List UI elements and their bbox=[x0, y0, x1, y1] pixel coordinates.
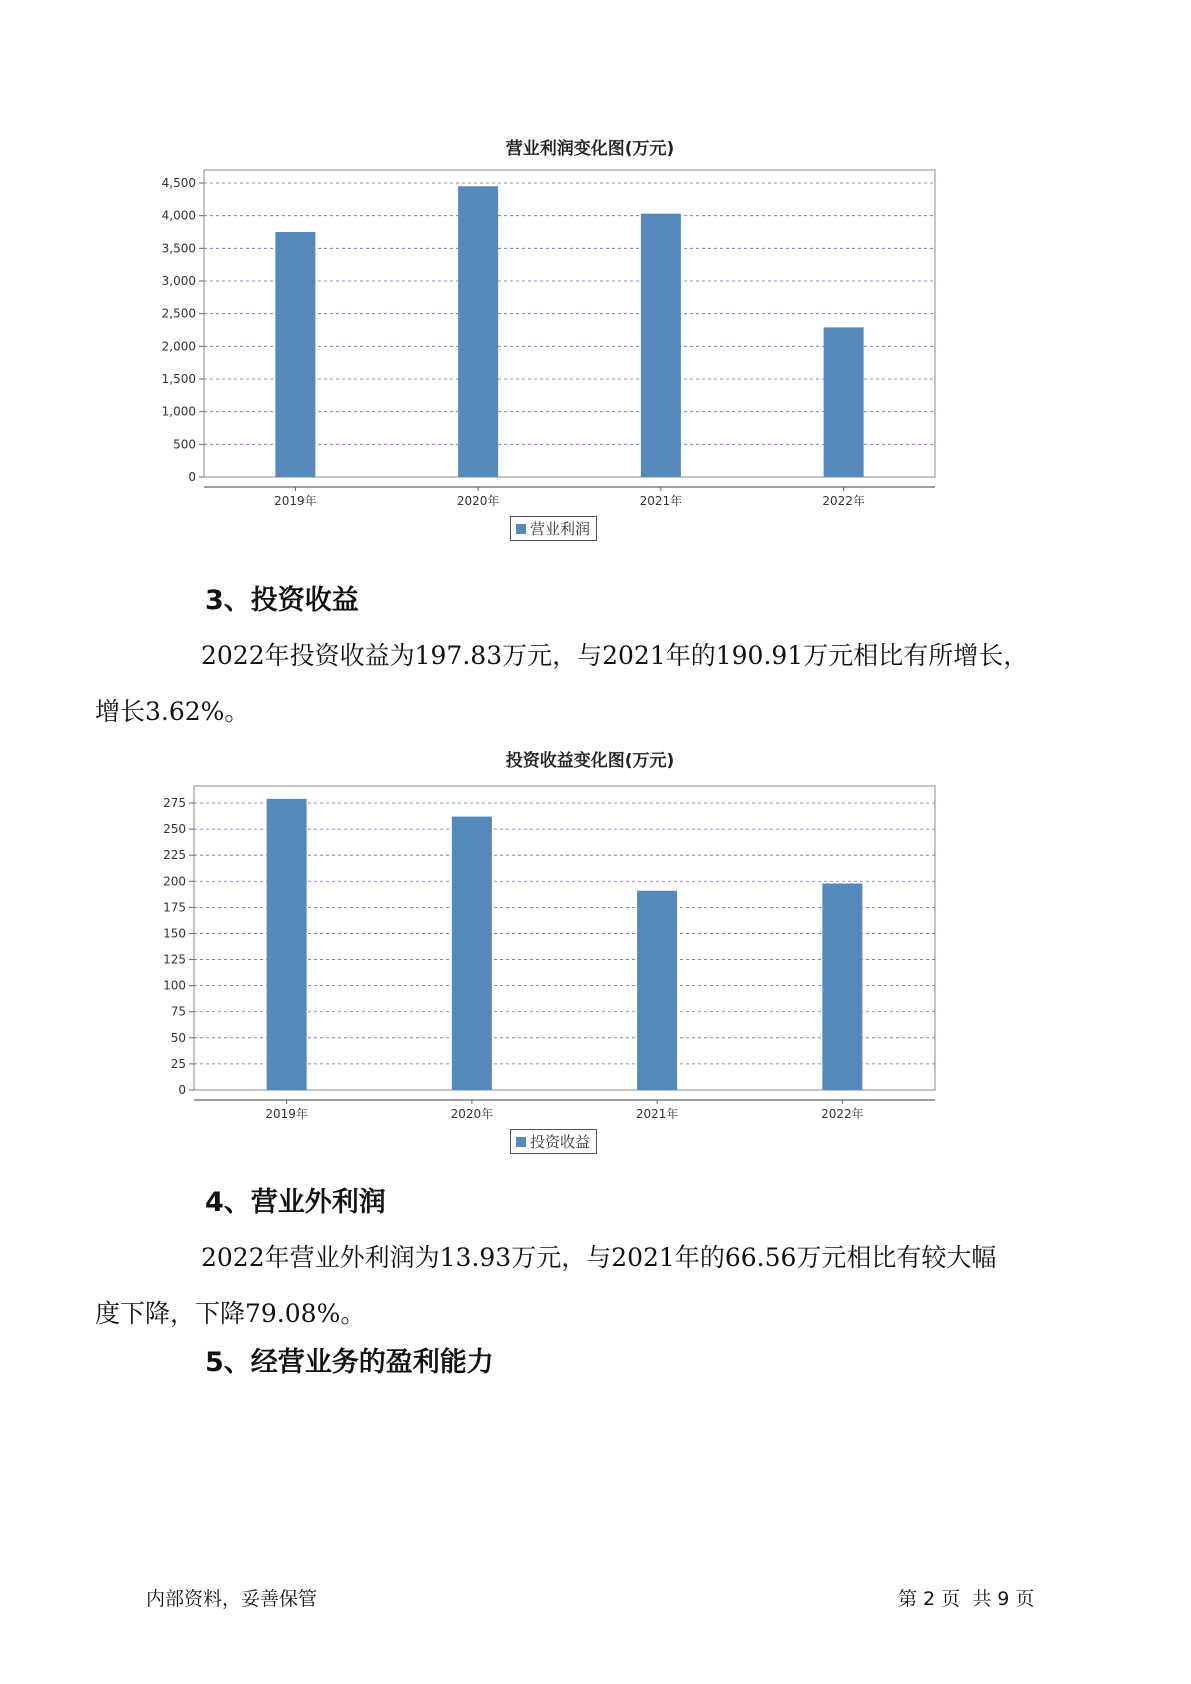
legend-label: 投资收益 bbox=[530, 1133, 591, 1151]
x-tick-label: 2019年 bbox=[274, 494, 317, 508]
chart-plot bbox=[140, 130, 1040, 510]
paragraph-investment bbox=[95, 628, 1058, 740]
y-tick-label: 0 bbox=[188, 470, 196, 484]
paragraph-line: 2022年营业外利润为13.93万元，与2021年的66.56万元相比有较大幅 bbox=[201, 1243, 997, 1272]
section-heading-investment: 3、投资收益 bbox=[205, 585, 359, 616]
y-tick-label: 2,500 bbox=[161, 306, 196, 321]
x-tick-label: 2020年 bbox=[450, 1107, 494, 1121]
chart-title: 营业利润变化图(万元) bbox=[505, 139, 675, 159]
y-tick-label: 4,000 bbox=[161, 208, 196, 223]
x-tick-label: 2022年 bbox=[822, 494, 865, 508]
section-heading-profitability: 5、经营业务的盈利能力 bbox=[205, 1347, 494, 1378]
x-tick-label: 2021年 bbox=[639, 494, 683, 508]
bar bbox=[822, 884, 862, 1090]
footer-confidential: 内部资料，妥善保管 bbox=[146, 1588, 318, 1610]
paragraph-line: 度下降，下降79.08%。 bbox=[95, 1299, 366, 1328]
investment-income-chart bbox=[140, 742, 1040, 1162]
y-tick-label: 3,000 bbox=[161, 274, 196, 288]
x-tick-label: 2019年 bbox=[265, 1107, 308, 1121]
bar bbox=[452, 817, 492, 1090]
bar bbox=[824, 327, 864, 477]
y-tick-label: 2,000 bbox=[161, 339, 196, 354]
y-tick-label: 225 bbox=[163, 848, 186, 863]
bar bbox=[458, 186, 498, 477]
footer-page-number: 第 2 页 共 9 页 bbox=[898, 1588, 1035, 1610]
paragraph-non-operating bbox=[95, 1230, 1058, 1342]
x-tick-label: 2022年 bbox=[821, 1107, 864, 1121]
y-tick-label: 250 bbox=[163, 822, 186, 837]
y-tick-label: 50 bbox=[170, 1030, 186, 1045]
y-tick-label: 150 bbox=[163, 926, 186, 941]
chart-plot bbox=[140, 742, 1040, 1122]
y-tick-label: 200 bbox=[163, 874, 186, 889]
y-tick-label: 275 bbox=[163, 796, 186, 810]
chart-legend bbox=[510, 516, 597, 541]
bar bbox=[637, 891, 677, 1090]
legend-swatch bbox=[516, 1137, 526, 1147]
operating-profit-chart bbox=[140, 130, 1040, 550]
y-tick-label: 3,500 bbox=[161, 241, 196, 256]
legend-swatch bbox=[516, 524, 526, 534]
bar bbox=[267, 799, 307, 1090]
y-tick-label: 0 bbox=[178, 1083, 186, 1097]
section-heading-non-operating: 4、营业外利润 bbox=[205, 1187, 386, 1218]
y-tick-label: 100 bbox=[163, 978, 186, 993]
paragraph-line: 增长3.62%。 bbox=[95, 697, 250, 726]
y-tick-label: 175 bbox=[163, 900, 186, 915]
chart-legend bbox=[510, 1129, 597, 1154]
y-tick-label: 75 bbox=[170, 1004, 186, 1019]
y-tick-label: 1,500 bbox=[161, 372, 196, 386]
bar bbox=[275, 232, 315, 477]
legend-label: 营业利润 bbox=[530, 520, 591, 538]
y-tick-label: 4,500 bbox=[161, 176, 196, 190]
chart-title: 投资收益变化图(万元) bbox=[505, 751, 675, 771]
y-tick-label: 25 bbox=[170, 1056, 186, 1071]
y-tick-label: 1,000 bbox=[161, 404, 196, 419]
y-tick-label: 125 bbox=[163, 952, 186, 967]
y-tick-label: 500 bbox=[173, 437, 196, 452]
x-tick-label: 2021年 bbox=[635, 1107, 679, 1121]
bar bbox=[641, 214, 681, 477]
x-tick-label: 2020年 bbox=[456, 494, 500, 508]
paragraph-line: 2022年投资收益为197.83万元，与2021年的190.91万元相比有所增长， bbox=[201, 641, 1029, 670]
